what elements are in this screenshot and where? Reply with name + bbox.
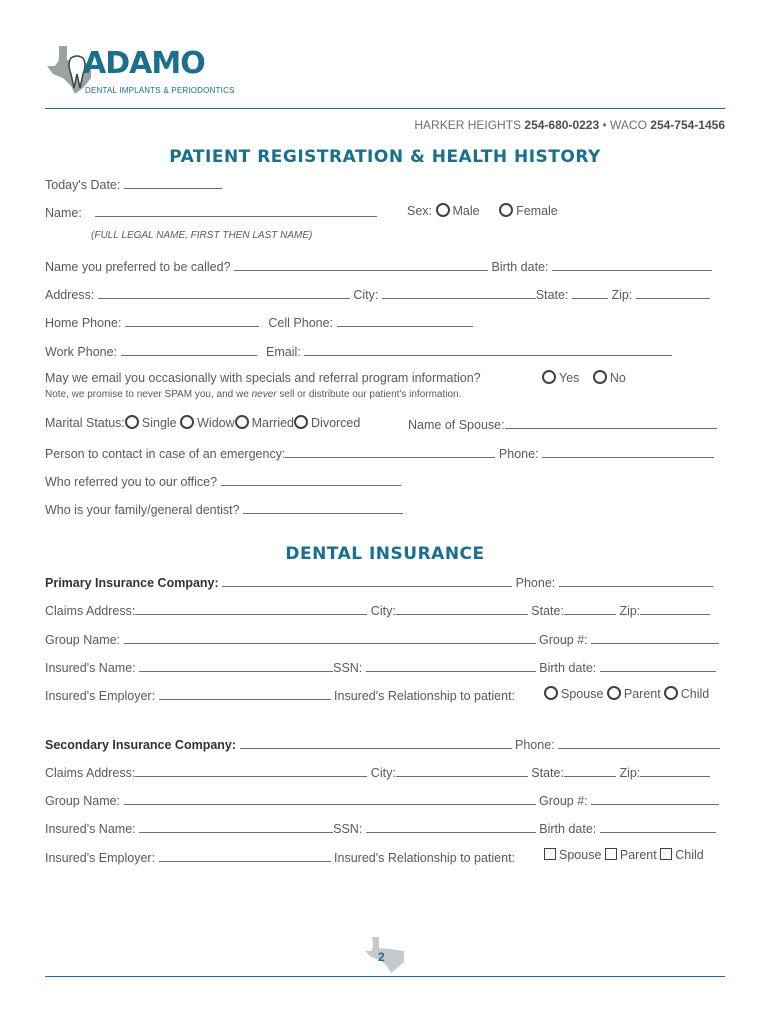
primary-relationship-label: Insured's Relationship to patient: xyxy=(334,689,516,703)
primary-city-label: City: xyxy=(370,604,396,618)
primary-group-name-field[interactable] xyxy=(124,630,536,644)
primary-ssn-field[interactable] xyxy=(366,658,536,672)
secondary-phone-label: Phone: xyxy=(515,738,555,752)
secondary-relationship-label: Insured's Relationship to patient: xyxy=(334,851,516,865)
spouse-name-field[interactable] xyxy=(505,415,717,429)
texas-footer-icon xyxy=(364,936,406,974)
primary-city-field[interactable] xyxy=(396,601,528,615)
secondary-relationship-group xyxy=(544,848,704,862)
secondary-birth-date-field[interactable] xyxy=(600,819,716,833)
contact-separator: • xyxy=(602,118,607,132)
emergency-phone-field[interactable] xyxy=(542,444,714,458)
address-row xyxy=(45,285,710,303)
referred-field[interactable] xyxy=(221,472,401,486)
cell-phone-field[interactable] xyxy=(337,313,473,327)
emergency-contact-label: Person to contact in case of an emergency: xyxy=(45,447,286,461)
preferred-row xyxy=(45,257,712,275)
work-phone-row xyxy=(45,342,672,360)
secondary-state-label: State: xyxy=(531,766,564,780)
zip-field[interactable] xyxy=(636,285,710,299)
secondary-group-name-field[interactable] xyxy=(124,791,536,805)
state-field[interactable] xyxy=(572,285,608,299)
preferred-name-field[interactable] xyxy=(234,257,488,271)
secondary-ssn-label: SSN: xyxy=(333,822,363,836)
work-phone-field[interactable] xyxy=(121,342,257,356)
primary-company-field[interactable] xyxy=(222,573,512,587)
email-consent-group xyxy=(542,370,626,385)
married-label: Married xyxy=(251,416,295,430)
primary-parent-radio[interactable] xyxy=(607,686,621,700)
primary-group-no-field[interactable] xyxy=(591,630,719,644)
page-number: 2 xyxy=(378,950,385,964)
spam-note xyxy=(45,389,461,400)
state-label: State: xyxy=(535,288,569,302)
city-field[interactable] xyxy=(382,285,536,299)
spouse-name-label: Name of Spouse: xyxy=(408,418,505,432)
primary-child-radio[interactable] xyxy=(664,686,678,700)
sex-group xyxy=(407,203,558,218)
dentist-field[interactable] xyxy=(243,500,403,514)
secondary-group-name-label: Group Name: xyxy=(45,794,121,808)
primary-birth-date-label: Birth date: xyxy=(539,661,597,675)
name-row xyxy=(45,203,377,221)
primary-state-label: State: xyxy=(531,604,564,618)
secondary-birth-date-label: Birth date: xyxy=(539,822,597,836)
form-title: PATIENT REGISTRATION & HEALTH HISTORY xyxy=(169,147,601,167)
insurance-title: DENTAL INSURANCE xyxy=(285,544,485,564)
secondary-claims-label: Claims Address: xyxy=(45,766,136,780)
secondary-employer-label: Insured's Employer: xyxy=(45,851,156,865)
primary-zip-label: Zip: xyxy=(619,604,641,618)
marital-row xyxy=(45,415,360,431)
referred-label: Who referred you to our office? xyxy=(45,475,218,489)
primary-phone-field[interactable] xyxy=(559,573,713,587)
secondary-parent-checkbox[interactable] xyxy=(605,848,617,860)
dentist-row xyxy=(45,500,403,518)
primary-birth-date-field[interactable] xyxy=(600,658,716,672)
email-label: Email: xyxy=(266,345,301,359)
secondary-company-row xyxy=(45,735,720,753)
emergency-contact-field[interactable] xyxy=(285,444,495,458)
emergency-phone-label: Phone: xyxy=(498,447,539,461)
spam-note-never: never xyxy=(251,389,277,400)
home-phone-row xyxy=(45,313,473,331)
secondary-child-checkbox[interactable] xyxy=(660,848,672,860)
divorced-radio[interactable] xyxy=(294,415,308,429)
male-radio[interactable] xyxy=(436,203,450,217)
primary-claims-field[interactable] xyxy=(135,601,367,615)
phone-harker-heights: 254-680-0223 xyxy=(524,118,600,132)
emergency-row xyxy=(45,444,714,462)
city-label: City: xyxy=(353,288,379,302)
single-label: Single xyxy=(141,416,177,430)
secondary-employer-field[interactable] xyxy=(159,848,331,862)
primary-spouse-label: Spouse xyxy=(561,687,604,701)
secondary-insured-name-label: Insured's Name: xyxy=(45,822,136,836)
primary-state-field[interactable] xyxy=(564,601,616,615)
birth-date-label: Birth date: xyxy=(491,260,549,274)
secondary-phone-field[interactable] xyxy=(558,735,720,749)
location-harker-heights: HARKER HEIGHTS xyxy=(414,118,522,132)
secondary-claims-row xyxy=(45,763,710,781)
male-label: Male xyxy=(452,204,480,218)
primary-zip-field[interactable] xyxy=(640,601,710,615)
email-question-row xyxy=(45,370,481,386)
primary-company-label: Primary Insurance Company: xyxy=(45,576,219,590)
secondary-company-field[interactable] xyxy=(240,735,512,749)
birth-date-field[interactable] xyxy=(552,257,712,271)
home-phone-field[interactable] xyxy=(125,313,259,327)
yes-label: Yes xyxy=(559,371,580,385)
primary-spouse-radio[interactable] xyxy=(544,686,558,700)
primary-employer-field[interactable] xyxy=(159,686,331,700)
header-rule xyxy=(45,108,725,109)
header-contact xyxy=(414,118,725,132)
primary-claims-row xyxy=(45,601,710,619)
widow-label: Widow xyxy=(197,416,235,430)
secondary-employer-row xyxy=(45,848,515,866)
yes-radio[interactable] xyxy=(542,370,556,384)
logo xyxy=(45,42,235,102)
work-phone-label: Work Phone: xyxy=(45,345,118,359)
phone-waco: 254-754-1456 xyxy=(650,118,725,132)
brand-tagline: DENTAL IMPLANTS & PERIODONTICS xyxy=(85,86,235,95)
spam-note-text-a: Note, we promise to never SPAM you, and we xyxy=(45,389,249,400)
primary-child-label: Child xyxy=(680,687,710,701)
no-radio[interactable] xyxy=(593,370,607,384)
no-label: No xyxy=(609,371,626,385)
location-waco: WACO xyxy=(610,118,647,132)
secondary-child-label: Child xyxy=(675,848,704,862)
primary-parent-label: Parent xyxy=(623,687,661,701)
secondary-zip-field[interactable] xyxy=(640,763,710,777)
secondary-spouse-checkbox[interactable] xyxy=(544,848,556,860)
primary-phone-label: Phone: xyxy=(515,576,556,590)
secondary-group-row xyxy=(45,791,719,809)
home-phone-label: Home Phone: xyxy=(45,316,122,330)
primary-group-row xyxy=(45,630,719,648)
referred-row xyxy=(45,472,401,490)
todays-date-row xyxy=(45,175,222,193)
secondary-group-no-label: Group #: xyxy=(539,794,588,808)
primary-company-row xyxy=(45,573,713,591)
widow-radio[interactable] xyxy=(180,415,194,429)
primary-insured-name-label: Insured's Name: xyxy=(45,661,136,675)
divorced-label: Divorced xyxy=(311,416,361,430)
primary-insured-row xyxy=(45,658,716,676)
secondary-city-field[interactable] xyxy=(396,763,528,777)
primary-group-no-label: Group #: xyxy=(539,633,588,647)
spam-note-text-b: sell or distribute our patient's information. xyxy=(279,389,462,400)
secondary-insured-name-field[interactable] xyxy=(139,819,333,833)
secondary-zip-label: Zip: xyxy=(619,766,641,780)
brand-name: ADAMO xyxy=(83,46,205,81)
footer-rule xyxy=(45,976,725,977)
primary-claims-label: Claims Address: xyxy=(45,604,136,618)
secondary-claims-field[interactable] xyxy=(135,763,367,777)
primary-group-name-label: Group Name: xyxy=(45,633,121,647)
secondary-city-label: City: xyxy=(370,766,396,780)
secondary-parent-label: Parent xyxy=(619,848,657,862)
name-label: Name: xyxy=(45,206,82,220)
secondary-company-label: Secondary Insurance Company: xyxy=(45,738,237,752)
married-radio[interactable] xyxy=(235,415,249,429)
primary-insured-name-field[interactable] xyxy=(139,658,333,672)
primary-employer-row xyxy=(45,686,515,704)
female-radio[interactable] xyxy=(499,203,513,217)
zip-label: Zip: xyxy=(611,288,633,302)
dentist-label: Who is your family/general dentist? xyxy=(45,503,240,517)
secondary-ssn-field[interactable] xyxy=(366,819,536,833)
name-field[interactable] xyxy=(95,203,377,217)
sex-label: Sex: xyxy=(407,204,433,218)
primary-relationship-group xyxy=(544,686,709,701)
address-label: Address: xyxy=(45,288,95,302)
email-field[interactable] xyxy=(304,342,672,356)
todays-date-field[interactable] xyxy=(124,175,222,189)
female-label: Female xyxy=(516,204,558,218)
secondary-state-field[interactable] xyxy=(564,763,616,777)
cell-phone-label: Cell Phone: xyxy=(268,316,334,330)
primary-ssn-label: SSN: xyxy=(333,661,363,675)
single-radio[interactable] xyxy=(125,415,139,429)
email-question-label: May we email you occasionally with specials and referral program information? xyxy=(45,371,481,385)
address-field[interactable] xyxy=(98,285,350,299)
spouse-name-group xyxy=(408,415,717,432)
primary-employer-label: Insured's Employer: xyxy=(45,689,156,703)
name-note: (FULL LEGAL NAME, FIRST THEN LAST NAME) xyxy=(91,230,313,241)
secondary-group-no-field[interactable] xyxy=(591,791,719,805)
secondary-insured-row xyxy=(45,819,716,837)
secondary-spouse-label: Spouse xyxy=(559,848,602,862)
marital-status-label: Marital Status: xyxy=(45,416,125,430)
todays-date-label: Today's Date: xyxy=(45,178,121,192)
preferred-name-label: Name you preferred to be called? xyxy=(45,260,231,274)
